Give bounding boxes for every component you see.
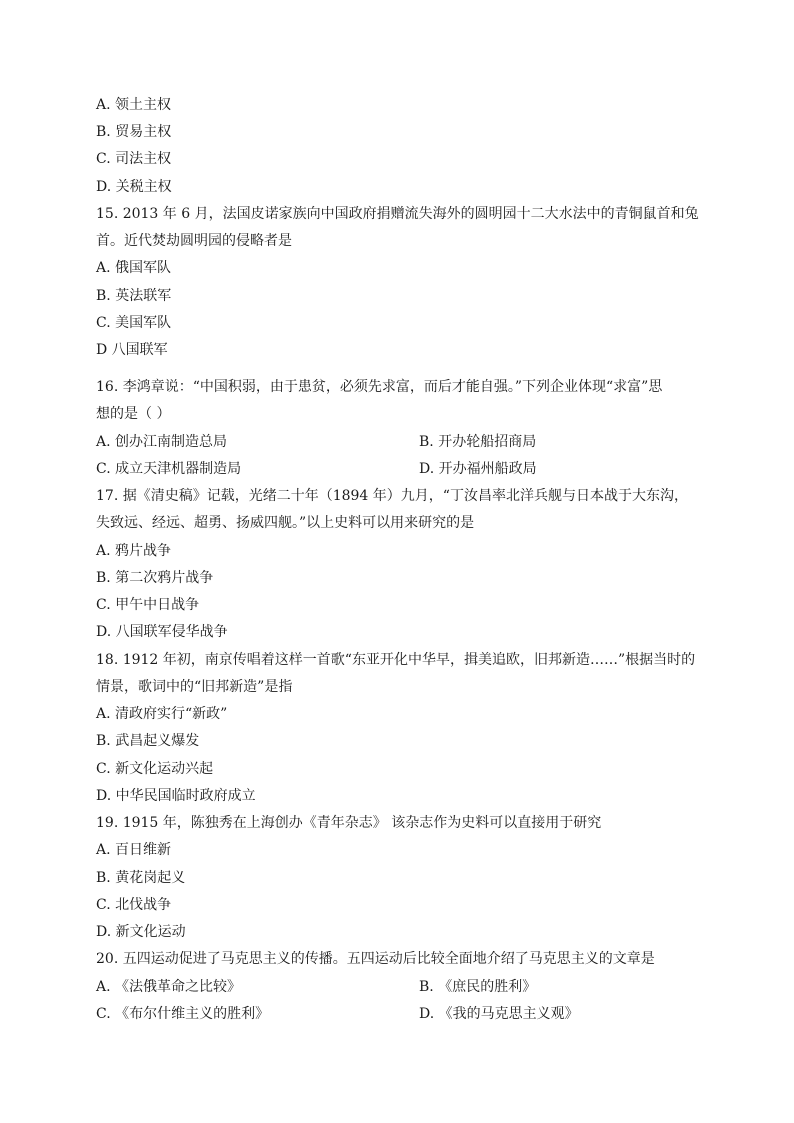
- q16-stem-line2: 想的是（ ）: [96, 406, 171, 422]
- q15-option-b: B. 英法联军: [96, 288, 172, 304]
- q16-option-c: C. 成立天津机器制造局: [96, 461, 242, 477]
- q17-option-b: B. 第二次鸦片战争: [96, 570, 214, 586]
- q17-option-d: D. 八国联军侵华战争: [96, 624, 228, 640]
- exam-page: [96, 0, 706, 1123]
- q17-stem-line1: 17. 据《清史稿》记载，光绪二十年（1894 年）九月，“丁汝昌率北洋兵舰与日本战于大东沟，: [96, 488, 688, 504]
- q18-option-b: B. 武昌起义爆发: [96, 733, 200, 749]
- q15-option-d: D 八国联军: [96, 342, 168, 358]
- q17-option-a: A. 鸦片战争: [96, 543, 172, 559]
- q14-option-a: A. 领土主权: [96, 97, 172, 113]
- q18-stem-line1: 18. 1912 年初，南京传唱着这样一首歌“东亚开化中华早，揖美追欧，旧邦新造……”根据当时的: [96, 652, 696, 668]
- q20-option-c: C. 《布尔什维主义的胜利》: [96, 1006, 270, 1022]
- q14-option-c: C. 司法主权: [96, 151, 172, 167]
- q14-option-b: B. 贸易主权: [96, 124, 172, 140]
- q19-stem-line1: 19. 1915 年，陈独秀在上海创办《青年杂志》 该杂志作为史料可以直接用于研究: [96, 815, 602, 831]
- q16-option-b: B. 开办轮船招商局: [419, 434, 537, 450]
- q16-option-d: D. 开办福州船政局: [419, 461, 537, 477]
- q17-stem-line2: 失致远、经远、超勇、扬威四舰。”以上史料可以用来研究的是: [96, 515, 475, 531]
- q15-stem-line2: 首。近代焚劫圆明园的侵略者是: [96, 233, 292, 249]
- q19-option-c: C. 北伐战争: [96, 897, 172, 913]
- q15-option-a: A. 俄国军队: [96, 260, 172, 276]
- q16-stem-line1: 16. 李鸿章说：“中国积弱，由于患贫，必须先求富，而后才能自强。”下列企业体现“求富”思: [96, 379, 663, 395]
- q20-option-d: D. 《我的马克思主义观》: [419, 1006, 579, 1022]
- q17-option-c: C. 甲午中日战争: [96, 597, 200, 613]
- q19-option-b: B. 黄花岗起义: [96, 870, 186, 886]
- q16-option-a: A. 创办江南制造总局: [96, 434, 228, 450]
- q15-option-c: C. 美国军队: [96, 315, 172, 331]
- q18-option-d: D. 中华民国临时政府成立: [96, 788, 256, 804]
- q18-option-a: A. 清政府实行“新政”: [96, 706, 228, 722]
- q20-option-a: A. 《法俄革命之比较》: [96, 979, 242, 995]
- q19-option-a: A. 百日维新: [96, 842, 172, 858]
- q14-option-d: D. 关税主权: [96, 179, 172, 195]
- q18-option-c: C. 新文化运动兴起: [96, 761, 214, 777]
- q18-stem-line2: 情景，歌词中的“旧邦新造”是指: [96, 679, 293, 695]
- q20-stem-line1: 20. 五四运动促进了马克思主义的传播。五四运动后比较全面地介绍了马克思主义的文章是: [96, 951, 655, 967]
- q15-stem-line1: 15. 2013 年 6 月，法国皮诺家族向中国政府捐赠流失海外的圆明园十二大水法中的青铜鼠首和兔: [96, 206, 699, 222]
- q20-option-b: B. 《庶民的胜利》: [419, 979, 537, 995]
- q19-option-d: D. 新文化运动: [96, 924, 186, 940]
